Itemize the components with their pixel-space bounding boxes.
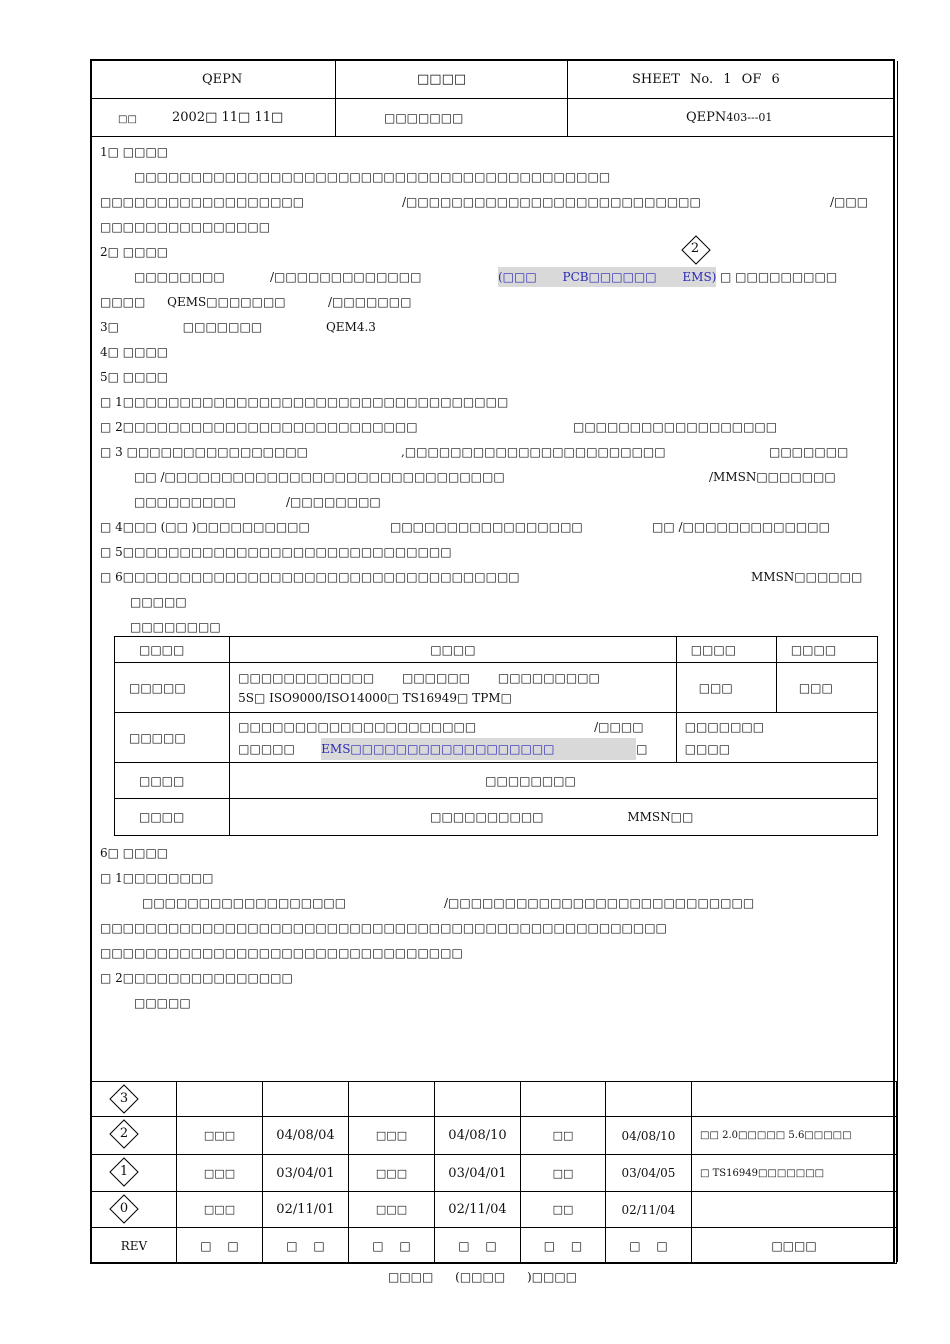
section-2-text: /□□□□□□□□□□□□□ [270,270,422,284]
document-sheet [90,59,895,1264]
table-header: □□□□ [230,637,677,663]
table-header: □□□□ [776,637,877,663]
section-2-title: 2□ □□□□ [100,245,169,259]
section-1-text: /□□□□□□□□□□□□□□□□□□□□□□□□□□ [402,195,701,209]
section-5-title: 5□ □□□□ [100,370,169,384]
section-5-3: □□□□□□□□□ [134,495,237,509]
section-5-6: □□□□□□□□ [130,620,221,634]
table-row: □□□□□ □□□□□□□□□□□□ □□□□□□ □□□□□□□□□ 5S□ ISO9000/ISO14000□ TS16949□ TPM□ □□□ □□□ [115,663,878,713]
header-title: □□□□ [417,72,467,87]
section-5-3: ,□□□□□□□□□□□□□□□□□□□□□□□ [401,445,666,459]
sheet-number: SHEET No. 1 OF 6 [632,72,780,87]
issue-date: 2002□ 11□ 11□ [172,110,284,125]
responsibility-table [114,636,878,836]
table-header: □□□□ [115,637,230,663]
table-row: □□□□□ □□□□□□□□□□□□□□□□□□□□□ /□□□□ □□□□□ EMS□□□□□□□□□□□□□□□□□□ □ □□□□□□□ □□□□ [115,713,878,763]
section-6-1-text: □□□□□□□□□□□□□□□□□□□□□□□□□□□□□□□□ [100,946,463,960]
section-2-text: /□□□□□□□ [328,295,412,309]
section-5-3: □□□□□□□ [769,445,849,459]
section-6-1-text: □□□□□□□□□□□□□□□□□□□□□□□□□□□□□□□□□□□□□□□□□□□□□□□□□□ [100,921,667,935]
section-5-3: /□□□□□□□□ [286,495,381,509]
revision-row: 1 □□□ 03/04/01 □□□ 03/04/01 □□ 03/04/05 □ TS16949□□□□□□□ [92,1155,897,1192]
section-1-text: □□□□□□□□□□□□□□□□□□□□□□□□□□□□□□□□□□□□□□□□□□ [134,170,611,184]
table-row: □□□□ □□□□□□□□ [115,763,878,799]
header-subtitle: □□□□□□□ [384,111,464,125]
section-5-4: □□□□□□□□□□□□□□□□□ [390,520,583,534]
section-5-2: □ 2□□□□□□□□□□□□□□□□□□□□□□□□□□ [100,420,418,434]
revision-highlight: (□□□ PCB□□□□□□ EMS) [498,267,716,287]
revision-footer-row: REV □ □ □ □ □ □ □ □ □ □ □ □ □□□□ [92,1228,897,1264]
revision-mark-icon: 1 [109,1157,139,1187]
section-5-5: □ 5□□□□□□□□□□□□□□□□□□□□□□□□□□□□□ [100,545,452,559]
section-5-6: □ 6□□□□□□□□□□□□□□□□□□□□□□□□□□□□□□□□□□□ [100,570,520,584]
section-1-text: □□□□□□□□□□□□□□□□□□ [100,195,305,209]
revision-mark-icon: 2 [109,1119,139,1149]
section-5-6: □□□□□ [130,595,187,609]
revision-row: 2 □□□ 04/08/04 □□□ 04/08/10 □□ 04/08/10 □□ 2.0□□□□□ 5.6□□□□□ [92,1117,897,1155]
section-5-3: □ 3 □□□□□□□□□□□□□□□□ [100,445,309,459]
section-6-2: □ 2□□□□□□□□□□□□□□□ [100,971,293,985]
section-6-title: 6□ □□□□ [100,846,169,860]
section-1-title: 1□ □□□□ [100,145,169,159]
section-5-4: □□ /□□□□□□□□□□□□□ [652,520,830,534]
date-label: □□ [118,114,137,125]
revision-row: 0 □□□ 02/11/01 □□□ 02/11/04 □□ 02/11/04 [92,1192,897,1228]
section-4: 4□ □□□□ [100,345,169,359]
section-6-1: □ 1□□□□□□□□ [100,871,214,885]
table-row: □□□□ □□□□□□□□□□ MMSN□□ [115,799,878,836]
rev-label: REV [92,1228,177,1264]
section-5-6: MMSN□□□□□□ [751,570,863,584]
section-1-text: /□□□ [830,195,869,209]
section-5-1: □ 1□□□□□□□□□□□□□□□□□□□□□□□□□□□□□□□□□□ [100,395,509,409]
revision-row [92,1082,897,1117]
section-5-2: □□□□□□□□□□□□□□□□□□ [573,420,778,434]
revision-mark-icon: 0 [109,1194,139,1224]
section-2-text: □□□□□□□□ [134,270,225,284]
section-5-4: □ 4□□□ (□□ )□□□□□□□□□□ [100,520,310,534]
section-2-text: □ □□□□□□□□□ [720,270,838,284]
section-5-3: □□ /□□□□□□□□□□□□□□□□□□□□□□□□□□□□□□ [134,470,505,484]
section-5-3: /MMSN□□□□□□□ [709,470,836,484]
page-footer: □□□□ (□□□□ )□□□□ [388,1270,578,1284]
document-number: QEPN403---01 [686,110,773,125]
revision-mark-2-icon: 2 [681,235,709,263]
section-6-1-text: /□□□□□□□□□□□□□□□□□□□□□□□□□□□ [444,896,755,910]
section-1-text: □□□□□□□□□□□□□□□ [100,220,271,234]
section-2-text: □□□□ QEMS□□□□□□□ [100,295,286,309]
table-header: □□□□ [676,637,776,663]
header-left: QEPN [202,72,243,87]
revision-highlight: EMS□□□□□□□□□□□□□□□□□□ [321,738,636,760]
section-6-1-text: □□□□□□□□□□□□□□□□□□ [142,896,347,910]
section-6-2-text: □□□□□ [134,996,191,1010]
revision-history-table [91,1081,897,1264]
revision-mark-icon: 3 [109,1084,139,1114]
section-3: 3□ □□□□□□□ QEM4.3 [100,320,376,334]
